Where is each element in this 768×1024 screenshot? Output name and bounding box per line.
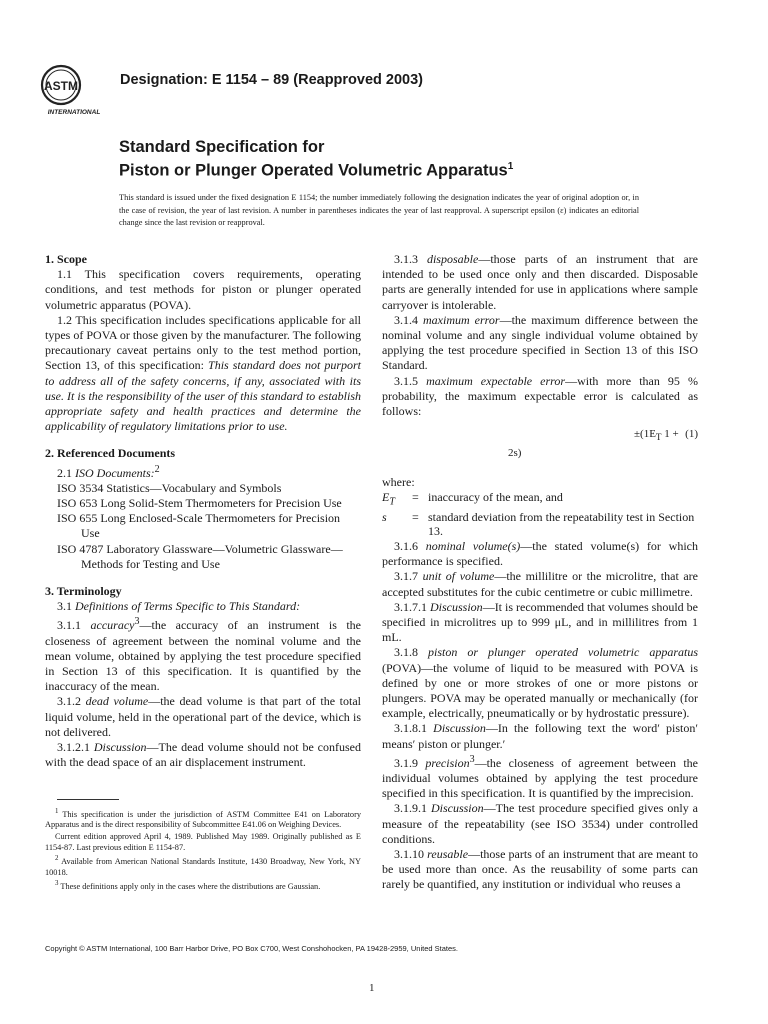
footnote-text: Current edition approved April 4, 1989. Published May 1989. Originally published as E 1154-87. Last previous edition E 1154-87. [45,831,361,852]
term-text: —with more than 95 % probability, the maximum expectable error is calculated as follows: [382,373,699,419]
term-text: —the dead volume is that part of the total liquid volume, held in the operational part of the device, which is not delivered. [45,694,361,739]
term-name: Discussion [430,599,483,614]
term-name: nominal volume(s) [425,538,521,553]
term-name: Discussion [433,721,486,736]
term-text: —those parts of an instrument that are meant to be used more than once. As the reusability of some parts can rarely be quantified, any institution or individual who reuses a [382,846,698,892]
referenced-documents [45,462,361,572]
paragraph-1-2-plain: 1.2 This specification includes specifications applicable for all types of POVA or those given by the manufacturer. The following precautionary caveat pertains only to the test method portion, Section 13, of this specification: [45,312,361,373]
term-text: —the accuracy of an instrument is the closeness of agreement between the nominal volume and the mean volume, obtained by applying the test procedure specified in Section 13 of this specification. It is quantified by the inaccuracy of the mean. [45,618,362,694]
issuance-note: This standard is issued under the fixed designation E 1154; the number immediately following the designation indicates the year of original adoption or, in the case of revision, the year of last revision. A number in parentheses indicates the year of last reapproval. A superscript epsilon (ε) indicates an editorial change since the last revision or reapproval. [119,193,639,227]
footnote-mark: 1 [55,807,59,815]
term-3-1-8-1 [382,721,698,751]
term-text: —the stated volume(s) for which performance is specified. [382,538,699,569]
term-name: disposable [426,252,479,266]
term-num: 3.1.9 [394,755,426,770]
term-name: precision [425,755,470,770]
term-text: —The test procedure specified gives only a measure of the repeatability (see ISO 3534) under controlled conditions. [382,801,699,846]
ref-item: ISO 3534 Statistics—Vocabulary and Symbols [57,480,282,495]
term-name: Discussion [93,740,147,755]
term-3-1-7 [382,569,698,599]
paragraph-1-1: 1.1 This specification covers requirements, operating conditions, and test methods for piston or plunger operated volumetric apparatus (POVA). [45,267,361,312]
term-num: 3.1.2.1 [57,740,94,755]
term-3-1-6 [382,539,698,569]
ref-mark: 2 [154,463,160,475]
where-definition: standard deviation from the repeatability test in Section 13. [428,509,695,539]
term-num: 3.1 [57,599,75,614]
term-text: —In the following text the word′ piston′ means′ piston or plunger.′ [382,721,698,751]
logo-text: ASTM [44,79,78,93]
term-name: piston or plunger operated volumetric apparatus [428,645,699,660]
term-name: reusable [427,846,469,861]
astm-logo [34,62,114,120]
safety-caveat: This standard does not purport to address all of the safety concerns, if any, associated with its use. It is the responsibility of the user of this standard to establish appropriate safety and health practices and determine the applicability of regulatory limitations prior to use. [45,358,361,434]
term-3-1 [45,599,361,614]
left-column [45,252,361,892]
term-text: —the millilitre or the microlitre, that are accepted substitutes for the cubic centimetre or cubic millimetre. [382,569,698,599]
term-3-1-3 [382,252,698,313]
term-mark: 3 [469,753,475,765]
term-name: accuracy [90,618,135,633]
ref-item: ISO 655 Long Enclosed-Scale Thermometers for Precision Use [57,511,341,541]
term-3-1-7-1 [382,600,698,646]
where-label: where: [382,474,415,489]
footnote [45,806,361,831]
where-symbol: s [382,509,387,524]
document-title [119,137,513,181]
equation-subscript: T [655,432,662,443]
title-line-1: Standard Specification for [119,138,325,156]
term-3-1-9 [382,752,698,802]
term-text: —It is recommended that volumes should be specified in microlitres up to 999 μL, and in millilitres from 1 mL. [382,599,699,645]
footnote-rule [57,799,119,800]
title-line-2-text: Piston or Plunger Operated Volumetric Apparatus [119,161,508,180]
term-name: maximum error [423,312,500,327]
footnotes [45,806,361,893]
term-mark: 3 [134,616,140,628]
logo-subtext: INTERNATIONAL [47,109,101,116]
title-line-2 [119,157,513,181]
term-num: 3.1.1 [57,618,91,633]
footnote-text: These definitions apply only in the cases where the distributions are Gaussian. [58,882,321,892]
footnote-mark: 3 [55,880,59,888]
term-name: unit of volume [422,569,495,584]
term-3-1-4 [382,313,698,374]
footnote-text: Available from American National Standards Institute, 1430 Broadway, New York, NY 10018. [45,856,361,878]
term-text: (POVA)—the volume of liquid to be measured with POVA is defined by one or more strokes of one or more pistons or plungers. POVA may be operated manually or mechanically (for example, electrically, pneumatically or by hydrostatic pressure). [382,660,698,721]
equation-part: 1 + 2s) [508,428,679,459]
where-equals: = [412,509,419,524]
term-num: 3.1.9.1 [394,801,431,816]
term-3-1-5 [382,374,698,420]
equation-expression [508,427,685,461]
term-3-1-10 [382,847,698,893]
where-equals: = [412,490,419,505]
term-label: Definitions of Terms Specific to This Standard: [75,599,301,614]
term-num: 3.1.8.1 [394,721,434,736]
iso-documents-label [45,462,361,481]
term-num: 3.1.7 [394,569,423,584]
term-num: 3.1.4 [394,312,424,327]
term-num: 3.1.6 [394,538,426,553]
term-text: —the closeness of agreement between the individual volumes obtained by applying the test procedure specified in this specification. It is quantified by the imprecision. [382,755,699,801]
page-number: 1 [369,982,375,994]
where-row [382,510,698,539]
term-name: Discussion [430,801,484,816]
term-text: —those parts of an instrument that are intended to be used once only and then discarded. Disposable parts are generally intended for use in applications where sample carryover is intolerable. [382,252,699,312]
footnote-mark: 2 [55,855,59,863]
paragraph-1-2 [45,313,361,435]
section-3-heading: 3. Terminology [45,584,122,599]
footnote [45,878,361,892]
section-1-heading: 1. Scope [45,252,87,266]
where-table [382,490,698,539]
term-num: 3.1.5 [394,373,427,388]
term-name: dead volume [85,694,149,709]
term-3-1-2-1 [45,740,361,770]
designation: Designation: E 1154 – 89 (Reapproved 2003) [120,72,424,88]
term-text: —The dead volume should not be confused with the dead space of an air displacement instrument. [45,740,362,770]
title-footnote-mark: 1 [507,161,514,172]
term-3-1-8 [382,645,698,721]
term-3-1-1 [45,614,361,694]
term-3-1-2 [45,694,361,740]
equation-part: ±(1E [634,428,656,441]
term-3-1-9-1 [382,801,698,847]
footnote-text: This specification is under the jurisdiction of ASTM Committee E41 on Laboratory Apparatus and is the direct responsibility of Subcommittee E41.06 on Weighing Devices. [45,809,361,830]
where-row [382,490,698,510]
term-num: 3.1.7.1 [394,599,431,614]
ref-label: ISO Documents: [75,465,155,480]
term-name: maximum expectable error [426,373,566,388]
equation-number: (1) [685,428,698,441]
where-symbol: $E_T$ [382,490,395,508]
term-num: 3.1.3 [394,252,427,266]
equation-1 [382,427,698,461]
term-num: 3.1.8 [394,645,429,660]
copyright-line: Copyright © ASTM International, 100 Barr Harbor Drive, PO Box C700, West Conshohocken, PA 19428-2959, United States. [45,944,458,953]
footnote [45,831,361,853]
right-column [382,252,698,893]
footnote [45,853,361,878]
section-2-heading: 2. Referenced Documents [45,446,176,461]
where-definition: inaccuracy of the mean, and [428,490,563,505]
term-text: —the maximum difference between the nominal volume and any single individual volume obtained by applying the test procedure specified in Section 13 of this ISO Standard. [382,312,698,373]
ref-num: 2.1 [57,465,75,480]
term-num: 3.1.10 [394,846,428,861]
ref-item: ISO 4787 Laboratory Glassware—Volumetric Glassware—Methods for Testing and Use [57,541,343,571]
term-num: 3.1.2 [57,694,86,709]
ref-item: ISO 653 Long Solid-Stem Thermometers for Precision Use [57,496,342,511]
